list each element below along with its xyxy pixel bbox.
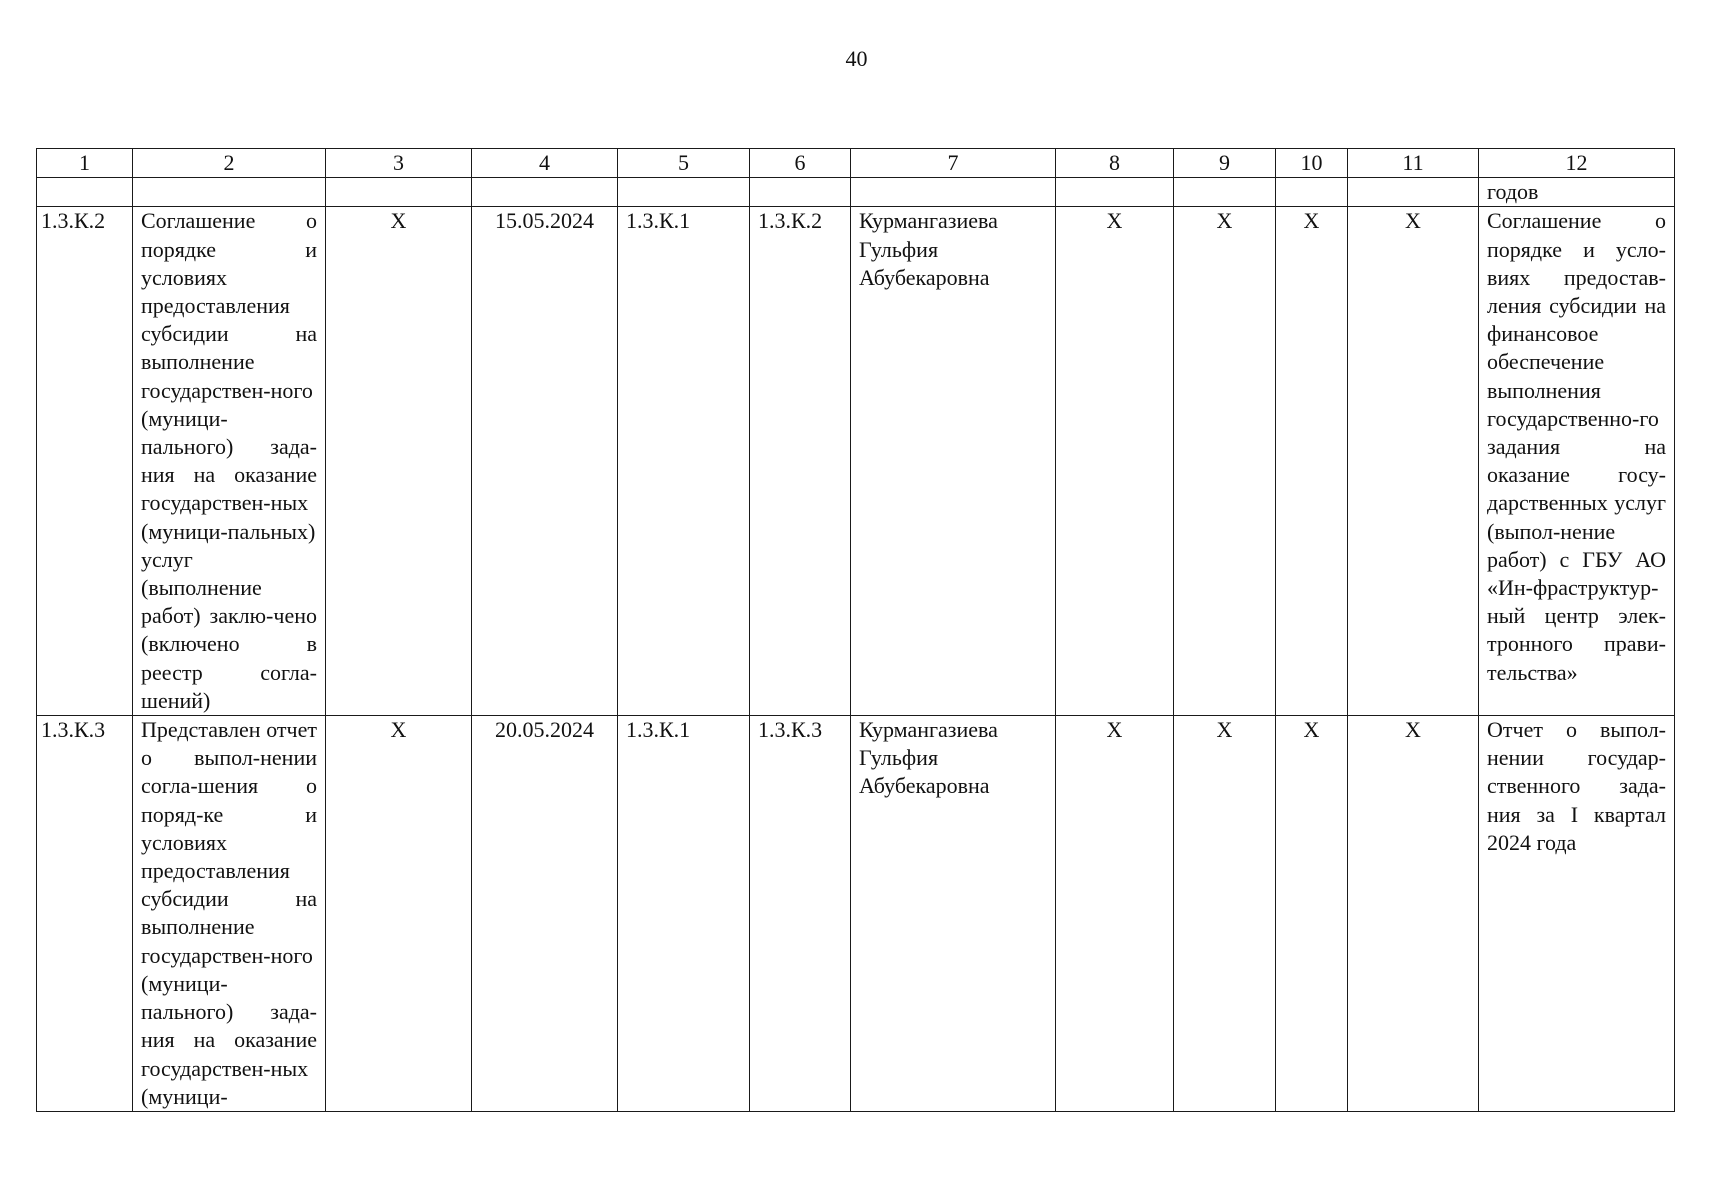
- column-header: 6: [750, 149, 851, 178]
- column-header: 9: [1174, 149, 1276, 178]
- column-header: 4: [472, 149, 618, 178]
- completion-date: 15.05.2024: [472, 207, 618, 716]
- cell-mark: X: [1276, 716, 1348, 1112]
- column-header: 1: [37, 149, 133, 178]
- event-description: Представлен отчет о выпол-нении согла-шения о поряд-ке и условиях предоставления субсидии на выполнение государствен-ного (муници-пального) зада-ния на оказание государствен-ных (муници-: [133, 716, 326, 1112]
- column-header: 12: [1479, 149, 1675, 178]
- continuation-text: годов: [1479, 178, 1675, 207]
- page-number: 40: [845, 46, 868, 71]
- completion-date: 20.05.2024: [472, 716, 618, 1112]
- result-description: Соглашение о порядке и усло-виях предостав-ления субсидии на финансовое обеспечение выполнения государственно-го задания на оказание госу-дарственных услуг (выпол-нение работ) с ГБУ АО «Ин-фраструктур-ный центр элек-тронного прави-тельства»: [1479, 207, 1675, 716]
- table-row: [37, 716, 1675, 1112]
- column-header: 10: [1276, 149, 1348, 178]
- cell-mark: X: [1056, 716, 1174, 1112]
- result-description: Отчет о выпол-нении государ-ственного зада-ния за I квартал 2024 года: [1479, 716, 1675, 1112]
- row-code: 1.3.К.2: [37, 207, 133, 716]
- continuation-row: [37, 178, 1675, 207]
- responsible-person: Курмангазиева Гульфия Абубекаровна: [851, 207, 1056, 716]
- predecessor-code: 1.3.К.1: [618, 716, 750, 1112]
- successor-code: 1.3.К.3: [750, 716, 851, 1112]
- cell-mark: X: [1174, 207, 1276, 716]
- cell-mark: X: [1348, 716, 1479, 1112]
- cell-mark: X: [1348, 207, 1479, 716]
- cell-mark: X: [326, 207, 472, 716]
- successor-code: 1.3.К.2: [750, 207, 851, 716]
- cell-mark: X: [1276, 207, 1348, 716]
- column-number-row: [37, 149, 1675, 178]
- responsible-person: Курмангазиева Гульфия Абубекаровна: [851, 716, 1056, 1112]
- cell-mark: X: [1174, 716, 1276, 1112]
- table-row: [37, 207, 1675, 716]
- column-header: 5: [618, 149, 750, 178]
- column-header: 7: [851, 149, 1056, 178]
- cell-mark: X: [1056, 207, 1174, 716]
- column-header: 8: [1056, 149, 1174, 178]
- event-description: Соглашение о порядке и условиях предоставления субсидии на выполнение государствен-ного (муници-пального) зада-ния на оказание государствен-ных (муници-пальных) услуг (выполнение работ) заклю-чено (включено в реестр согла-шений): [133, 207, 326, 716]
- column-header: 11: [1348, 149, 1479, 178]
- cell-mark: X: [326, 716, 472, 1112]
- column-header: 2: [133, 149, 326, 178]
- row-code: 1.3.К.3: [37, 716, 133, 1112]
- predecessor-code: 1.3.К.1: [618, 207, 750, 716]
- column-header: 3: [326, 149, 472, 178]
- plan-table: [36, 148, 1675, 1112]
